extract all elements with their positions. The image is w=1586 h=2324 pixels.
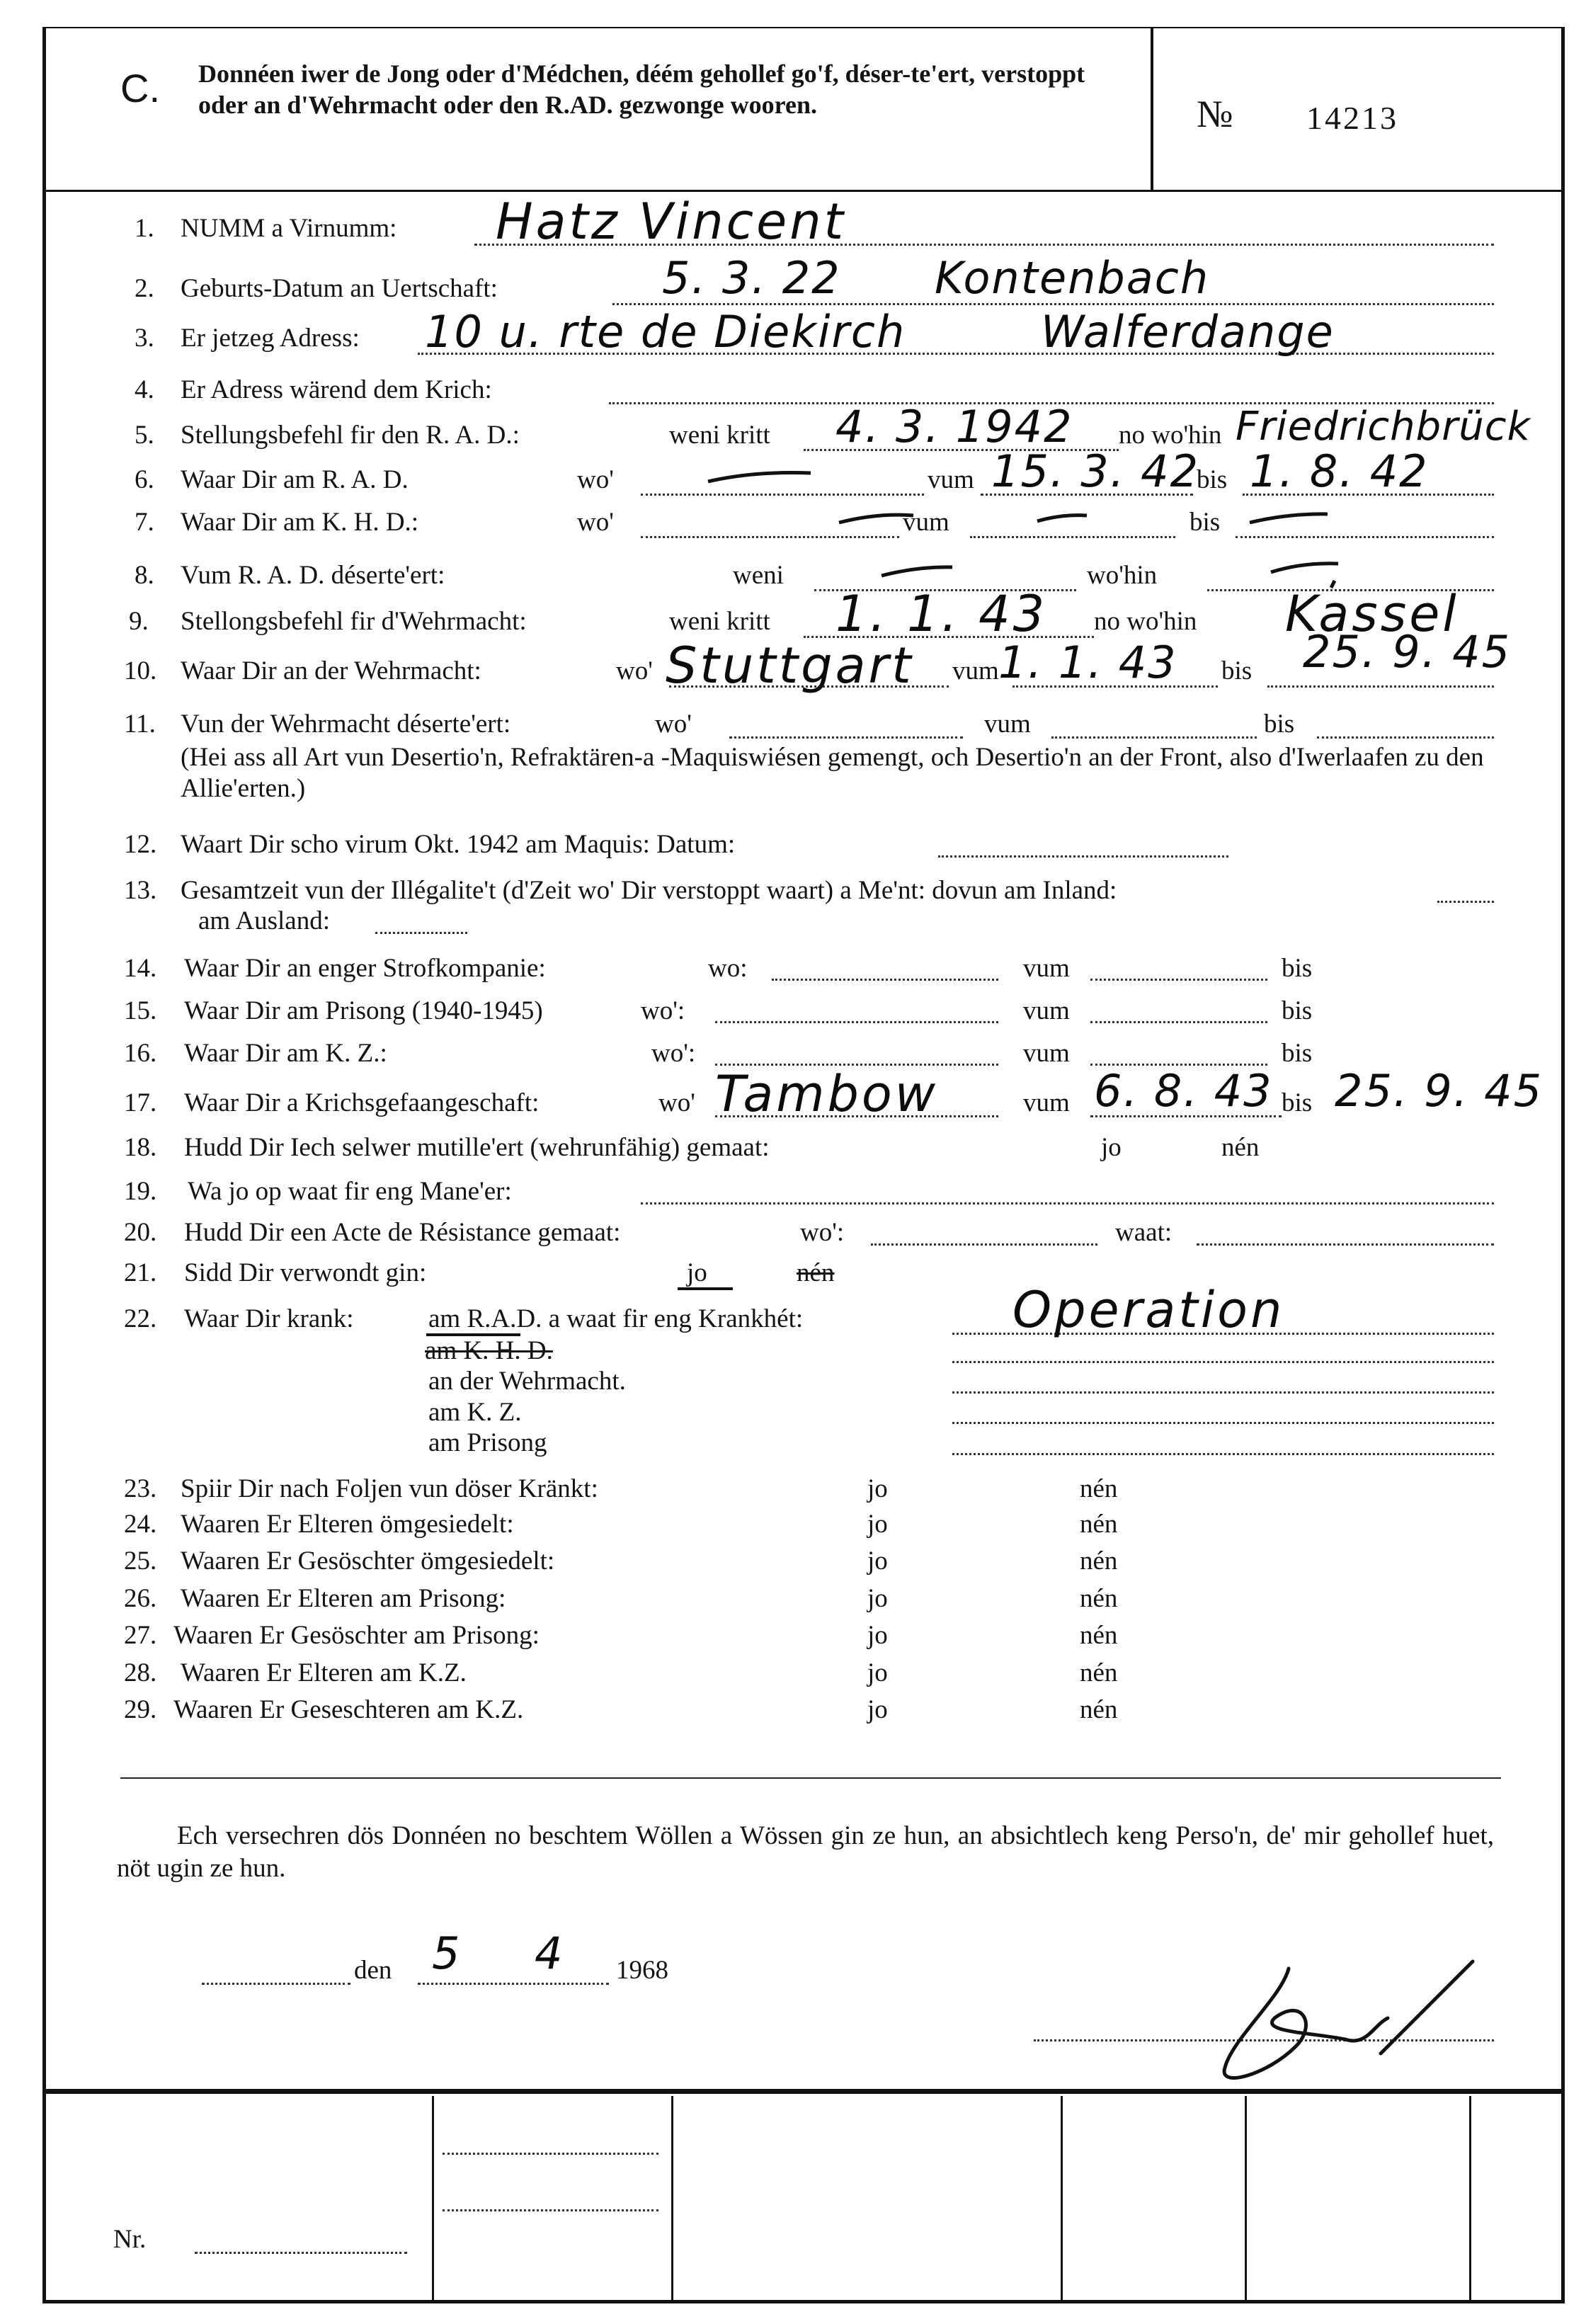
footer-divider [671,2096,673,2303]
label-wo: wo: [708,954,748,983]
field-line[interactable] [952,1391,1494,1394]
item-label: Waar Dir am R. A. D. [181,465,409,494]
option-jo[interactable]: jo [687,1258,707,1287]
item-label: Er Adress wärend dem Krich: [181,375,492,404]
item-no: 22. [124,1304,157,1333]
item-label: Geburts-Datum an Uertschaft: [181,274,498,303]
field-line[interactable] [970,536,1175,538]
handwritten-illness: Operation [1012,1281,1285,1339]
label-vum: vum [1023,996,1070,1025]
dash-mark [878,563,956,581]
field-line[interactable] [202,1983,350,1985]
option-nen[interactable]: nén [797,1258,835,1287]
item-label: Waar Dir a Krichsgefaangeschaft: [184,1088,540,1117]
label-weni: weni [733,561,784,590]
option-jo[interactable]: jo [867,1510,888,1539]
item-label: Waart Dir scho virum Okt. 1942 am Maquis: Datum: [181,830,736,859]
field-line[interactable] [1267,685,1494,688]
label-vum: vum [984,710,1031,739]
item-label: Waaren Er Geseschteren am K.Z. [173,1695,524,1724]
label-vum: vum [903,508,949,537]
option-jo[interactable]: jo [1101,1133,1122,1162]
item-no: 12. [124,830,157,859]
field-line[interactable] [952,1422,1494,1424]
option-nen[interactable]: nén [1221,1133,1260,1162]
footer-nr-label: Nr. [113,2225,147,2254]
item-label: Vun der Wehrmacht déserte'ert: [181,710,511,739]
handwritten-month: 4 [535,1927,564,1979]
item-no: 14. [124,954,157,983]
item-label: Waar Dir am K. H. D.: [181,508,419,537]
section-letter: C. [120,66,160,110]
item-label: Waaren Er Elteren am K.Z. [181,1658,467,1687]
item-label: Waaren Er Elteren am Prisong: [181,1584,506,1613]
field-line[interactable] [641,1202,1494,1204]
field-line[interactable] [938,855,1228,858]
item-label2: am Ausland: [198,906,331,935]
item-no: 29. [124,1695,157,1724]
footer-rule-bottom [42,2300,1565,2303]
label-wo: wo' [658,1088,695,1117]
sub-item: am Prisong [428,1428,547,1457]
header-divider [1151,27,1153,191]
field-line[interactable] [871,1243,1097,1246]
item-no: 1. [135,214,154,243]
option-nen[interactable]: nén [1080,1584,1118,1613]
section-separator [120,1777,1501,1779]
option-jo[interactable]: jo [867,1658,888,1687]
handwritten-day: 5 [432,1927,462,1979]
label-bis: bis [1264,710,1295,739]
handwritten-birth-date: 5. 3. 22 [662,252,841,304]
item-no: 27. [124,1621,157,1650]
label-bis: bis [1282,954,1313,983]
item-label: Hudd Dir Iech selwer mutille'ert (wehrunfähig) gemaat: [184,1133,770,1162]
handwritten-name: Hatz Vincent [496,193,847,251]
field-line[interactable] [641,494,924,496]
label-bis: bis [1282,1088,1313,1117]
item-label: Waaren Er Gesöschter ömgesiedelt: [181,1547,555,1576]
handwritten-locality: Walferdange [1041,306,1335,358]
handwritten-captivity-place: Tambow [715,1065,939,1123]
item-note: (Hei ass all Art vun Desertio'n, Refraktären-a -Maquiswiésen gemengt, och Desertio'n an der Front, also d'Iwerlaafen zu den Allie'erten.) [181,743,1484,803]
label-wo: wo' [616,656,653,685]
field-line[interactable] [1236,536,1494,538]
item-no: 11. [124,710,156,739]
item-no: 3. [135,324,154,353]
item-label: Waar Dir an der Wehrmacht: [181,656,481,685]
handwritten-wehrmacht-to: 25. 9. 45 [1303,626,1512,678]
option-nen[interactable]: nén [1080,1658,1118,1687]
underline-mark [676,1285,736,1292]
item-mid2: no wo'hin [1094,607,1197,636]
item-no: 13. [124,876,157,905]
label-wo: wo' [577,508,614,537]
item-no: 2. [135,274,154,303]
field-line[interactable] [952,1453,1494,1455]
item-label: Waar Dir am K. Z.: [184,1039,387,1068]
field-line[interactable] [1317,736,1494,739]
item-label: Waaren Er Elteren ömgesiedelt: [181,1510,514,1539]
item-mid: weni kritt [669,607,770,636]
option-nen[interactable]: nén [1080,1621,1118,1650]
footer-field-line[interactable] [195,2252,407,2254]
handwritten-wehrmacht-date: 1. 1. 43 [835,585,1048,643]
item-no: 15. [124,996,157,1025]
item-no: 26. [124,1584,157,1613]
declaration-text: Ech versechren dös Donnéen no beschtem Wöllen a Wössen gin ze hun, an absichtlech keng Perso'n, de' mir gehollef huet, nöt ugin ze hun. [117,1821,1494,1883]
handwritten-wehrmacht-place: Kassel [1285,585,1459,643]
item-no: 8. [135,561,154,590]
option-jo[interactable]: jo [867,1474,888,1503]
dash-mark [704,467,818,489]
item-label: Waaren Er Gesöschter am Prisong: [173,1621,540,1650]
item-mid2: no wo'hin [1119,421,1222,450]
item-label: Waar Dir am Prisong (1940-1945) [184,996,543,1025]
label-waat: waat: [1115,1218,1173,1247]
item-no: 4. [135,375,154,404]
header-rule [42,190,1565,192]
handwritten-wehrmacht-from: 1. 1. 43 [998,637,1177,688]
item-label: NUMM a Virnumm: [181,214,397,243]
footer-divider [1061,2096,1063,2303]
label-vum: vum [952,656,999,685]
label-den: den [354,1956,392,1985]
item-no: 16. [124,1039,157,1068]
label-vum: vum [1023,1088,1070,1117]
label-bis: bis [1197,465,1228,494]
footer-field-line[interactable] [443,2153,658,2155]
label-bis: bis [1282,1039,1313,1068]
handwritten-captivity-from: 6. 8. 43 [1094,1065,1273,1117]
label-wo: wo' [577,465,614,494]
label-vum: vum [928,465,974,494]
field-line[interactable] [952,1361,1494,1363]
field-line[interactable] [1051,736,1257,739]
field-line[interactable] [715,1021,998,1023]
footer-rule-thick [42,2089,1565,2094]
item-no: 6. [135,465,154,494]
item-no: 5. [135,421,154,450]
item-no: 21. [124,1258,157,1287]
field-line[interactable] [418,1983,609,1985]
handwritten-address: 10 u. rte de Diekirch [425,306,906,358]
handwritten-wehrmacht-where: Stuttgart [666,637,914,695]
label-vum: vum [1023,954,1070,983]
dash-mark [1267,559,1345,588]
handwritten-captivity-to: 25. 9. 45 [1335,1065,1544,1117]
option-nen[interactable]: nén [1080,1510,1118,1539]
field-line[interactable] [729,736,963,739]
label-vum: vum [1023,1039,1070,1068]
label-wohin: wo'hin [1087,561,1158,590]
footer-divider [1245,2096,1247,2303]
sub-item: am R.A.D. a waat fir eng Krankhét: [428,1304,804,1333]
item-label: Stellungsbefehl fir den R. A. D.: [181,421,520,450]
handwritten-rad-from: 15. 3. 42 [991,445,1200,497]
option-nen[interactable]: nén [1080,1474,1118,1503]
item-label: Gesamtzeit vun der Illégalite't (d'Zeit wo' Dir verstoppt waart) a Me'nt: dovun am Inland: [181,876,1117,905]
item-no: 7. [135,508,154,537]
handwritten-rad-place: Friedrichbrück [1236,404,1531,450]
number-sign: № [1197,93,1233,135]
label-bis: bis [1221,656,1253,685]
sub-item: am K. H. D. [425,1336,553,1365]
dash-mark [1034,510,1090,528]
item-label: Stellongsbefehl fir d'Wehrmacht: [181,607,527,636]
item-label: Hudd Dir een Acte de Résistance gemaat: [184,1218,621,1247]
form-number: 14213 [1306,100,1398,136]
item-no: 24. [124,1510,157,1539]
item-no: 17. [124,1088,157,1117]
dash-mark [1246,510,1331,528]
label-bis: bis [1190,508,1221,537]
item-no: 18. [124,1133,157,1162]
item-label: Waar Dir krank: [184,1304,354,1333]
label-wo: wo' [655,710,692,739]
item-no: 19. [124,1177,157,1206]
option-jo[interactable]: jo [867,1695,888,1724]
footer-divider [1469,2096,1471,2303]
item-mid: weni kritt [669,421,770,450]
field-line[interactable] [1090,979,1267,981]
label-wo: wo': [800,1218,845,1247]
handwritten-birth-place: Kontenbach [935,252,1210,304]
field-line[interactable] [375,932,467,934]
handwritten-rad-to: 1. 8. 42 [1250,445,1429,497]
footer-divider [432,2096,434,2303]
option-nen[interactable]: nén [1080,1695,1118,1724]
field-line[interactable] [772,979,998,981]
item-label: Vum R. A. D. déserte'ert: [181,561,445,590]
signature-mark [1204,1954,1501,2096]
footer-field-line[interactable] [443,2209,658,2211]
field-line[interactable] [1197,1243,1494,1246]
item-label: Sidd Dir verwondt gin: [184,1258,427,1287]
item-label: Spiir Dir nach Foljen vun döser Kränkt: [181,1474,598,1503]
item-no: 9. [129,607,149,636]
field-line[interactable] [641,536,899,538]
form-title: Donnéen iwer de Jong oder d'Médchen, déém gehollef go'f, déser-te'ert, verstoppt oder an d'Wehrmacht oder den R.AD. gezwonge wooren. [198,59,1085,119]
field-line[interactable] [1090,1021,1267,1023]
item-no: 10. [124,656,157,685]
sub-item: am K. Z. [428,1398,522,1427]
item-no: 28. [124,1658,157,1687]
label-bis: bis [1282,996,1313,1025]
item-no: 25. [124,1547,157,1576]
item-label: Waar Dir an enger Strofkompanie: [184,954,546,983]
label-wo: wo': [651,1039,696,1068]
option-jo[interactable]: jo [867,1547,888,1576]
option-nen[interactable]: nén [1080,1547,1118,1576]
handwritten-rad-date: 4. 3. 1942 [835,401,1073,452]
year-text: 1968 [616,1956,668,1985]
item-label: Wa jo op waat fir eng Mane'er: [188,1177,512,1206]
field-line[interactable] [1437,901,1494,903]
item-label: Er jetzeg Adress: [181,324,360,353]
sub-item: an der Wehrmacht. [428,1367,626,1396]
item-no: 23. [124,1474,157,1503]
option-jo[interactable]: jo [867,1621,888,1650]
item-no: 20. [124,1218,157,1247]
label-wo: wo': [641,996,685,1025]
option-jo[interactable]: jo [867,1584,888,1613]
